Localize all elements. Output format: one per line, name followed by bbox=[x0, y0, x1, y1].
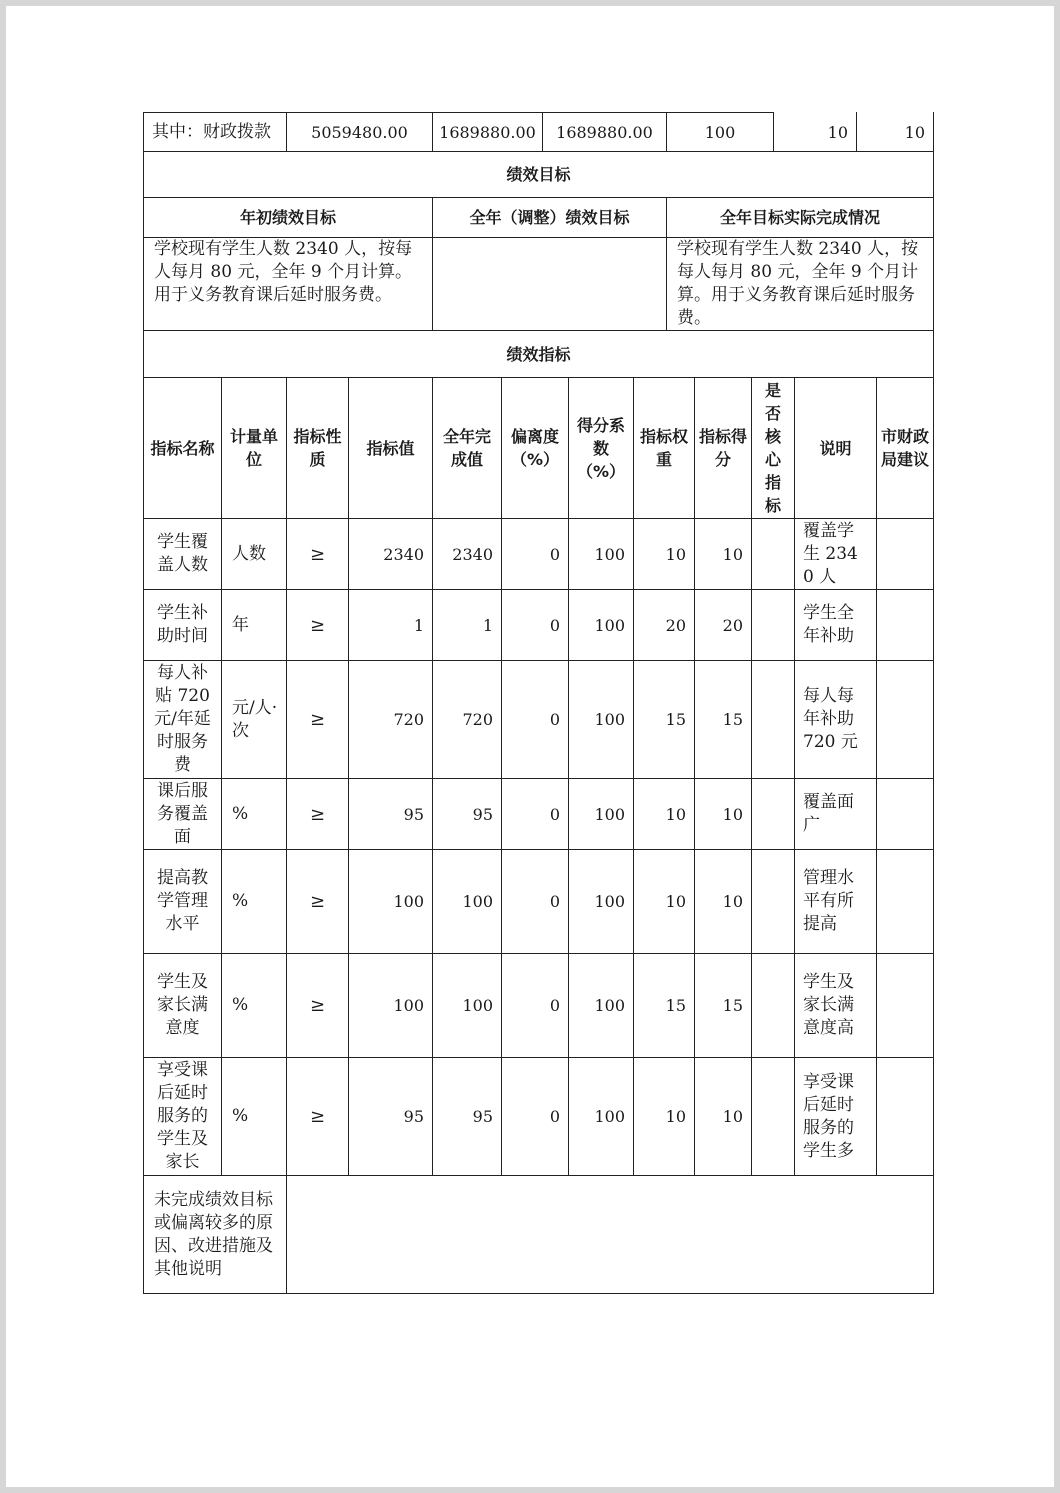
indicator-nature bbox=[287, 661, 348, 778]
indicator-weight-text: 10 bbox=[665, 1107, 686, 1126]
indicator-actual-text: 2340 bbox=[452, 544, 493, 564]
table-border bbox=[933, 330, 934, 378]
indicator-score bbox=[695, 850, 751, 953]
header-indicator-name-text: 指标名称 bbox=[150, 438, 215, 458]
header-indicator-name bbox=[144, 378, 221, 518]
indicator-coef-text: 100 bbox=[594, 996, 625, 1015]
indicators-section-title-text: 绩效指标 bbox=[506, 344, 571, 364]
indicator-weight bbox=[634, 850, 694, 953]
indicator-unit-text: % bbox=[232, 891, 249, 911]
indicator-note bbox=[795, 850, 876, 953]
indicator-core bbox=[752, 661, 794, 778]
indicator-coef bbox=[569, 661, 633, 778]
indicator-deviation bbox=[502, 661, 568, 778]
indicator-advice bbox=[877, 779, 933, 849]
indicator-name bbox=[144, 519, 221, 589]
indicator-note bbox=[795, 590, 876, 660]
indicator-advice bbox=[877, 590, 933, 660]
indicator-note-text: 享受课后延时服务的学生多 bbox=[803, 1071, 854, 1161]
header-weight-text: 指标权重 bbox=[639, 427, 688, 469]
indicator-deviation bbox=[502, 850, 568, 953]
indicator-weight bbox=[634, 1058, 694, 1175]
indicator-note-text: 管理水平有所提高 bbox=[803, 868, 854, 934]
indicator-unit-text: 年 bbox=[232, 614, 249, 635]
header-nature bbox=[287, 378, 348, 518]
indicator-nature bbox=[287, 850, 348, 953]
indicator-deviation bbox=[502, 590, 568, 660]
indicator-weight bbox=[634, 954, 694, 1057]
indicator-coef-text: 100 bbox=[594, 1107, 625, 1126]
indicator-nature-text: ≥ bbox=[309, 543, 326, 565]
indicator-deviation-text: 0 bbox=[549, 1107, 560, 1126]
indicator-score-text: 10 bbox=[722, 544, 743, 564]
indicator-target-text: 1 bbox=[413, 615, 424, 635]
funding-budget bbox=[287, 113, 432, 151]
header-actual-text: 全年完成值 bbox=[442, 427, 491, 469]
indicator-name-text: 课后服务覆盖面 bbox=[157, 780, 208, 847]
funding-weight bbox=[774, 113, 856, 151]
performance-table bbox=[6, 6, 1054, 1487]
header-coefficient-text: 得分系数（%） bbox=[576, 415, 626, 481]
indicator-nature-text: ≥ bbox=[309, 891, 326, 912]
actual-goal-header-text: 全年目标实际完成情况 bbox=[719, 208, 880, 227]
indicator-nature-text: ≥ bbox=[309, 614, 326, 636]
indicator-deviation-text: 0 bbox=[549, 615, 560, 635]
indicator-note-text: 学生全年补助 bbox=[803, 603, 854, 646]
indicator-target bbox=[349, 954, 432, 1057]
indicator-name-text: 学生补助时间 bbox=[157, 603, 208, 646]
initial-goal-text-text: 学校现有学生人数 2340 人，按每人每月 80 元，全年 9 个月计算。用于义务教育课后延时服务费。 bbox=[154, 239, 413, 305]
remarks-text bbox=[287, 1176, 933, 1293]
indicator-unit bbox=[222, 779, 286, 849]
indicator-core bbox=[752, 590, 794, 660]
header-score-text: 指标得分 bbox=[699, 427, 748, 469]
header-core bbox=[752, 378, 794, 518]
indicator-coef-text: 100 bbox=[594, 544, 625, 564]
goals-section-title bbox=[144, 152, 933, 197]
initial-goal-text bbox=[144, 238, 432, 330]
indicator-deviation bbox=[502, 779, 568, 849]
indicator-name-text: 学生及家长满意度 bbox=[157, 972, 208, 1038]
header-target bbox=[349, 378, 432, 518]
indicator-unit bbox=[222, 590, 286, 660]
indicator-unit-text: % bbox=[232, 995, 249, 1015]
indicator-actual bbox=[433, 590, 501, 660]
indicator-score bbox=[695, 779, 751, 849]
funding-adjusted bbox=[433, 113, 542, 151]
indicator-coef bbox=[569, 590, 633, 660]
indicator-name bbox=[144, 1058, 221, 1175]
indicator-unit-text: % bbox=[232, 803, 249, 824]
indicator-name-text: 享受课后延时服务的学生及家长 bbox=[157, 1060, 208, 1172]
table-border bbox=[933, 151, 934, 331]
indicator-score bbox=[695, 1058, 751, 1175]
funding-weight-text: 10 bbox=[827, 122, 848, 142]
indicator-coef-text: 100 bbox=[594, 804, 625, 824]
indicator-coef bbox=[569, 850, 633, 953]
indicator-deviation-text: 0 bbox=[549, 892, 560, 911]
indicator-actual bbox=[433, 1058, 501, 1175]
header-note-text: 说明 bbox=[819, 438, 852, 458]
initial-goal-header-text: 年初绩效目标 bbox=[239, 208, 336, 227]
indicator-weight bbox=[634, 590, 694, 660]
header-nature-text: 指标性质 bbox=[293, 427, 342, 469]
indicator-weight-text: 10 bbox=[665, 892, 686, 911]
indicator-note-text: 学生及家长满意度高 bbox=[803, 972, 854, 1038]
indicator-actual bbox=[433, 779, 501, 849]
indicator-unit-text: % bbox=[232, 1106, 249, 1126]
indicator-nature bbox=[287, 779, 348, 849]
funding-rate bbox=[667, 113, 773, 151]
indicator-nature-text: ≥ bbox=[309, 995, 326, 1016]
indicators-section-title bbox=[144, 331, 933, 377]
header-coefficient bbox=[569, 378, 633, 518]
indicator-score-text: 20 bbox=[722, 615, 743, 635]
indicator-weight-text: 20 bbox=[665, 615, 686, 635]
indicator-weight-text: 10 bbox=[665, 804, 686, 824]
indicator-deviation-text: 0 bbox=[549, 544, 560, 564]
indicator-coef bbox=[569, 519, 633, 589]
indicator-advice bbox=[877, 1058, 933, 1175]
remarks-label bbox=[144, 1176, 286, 1293]
indicator-name bbox=[144, 954, 221, 1057]
indicator-unit bbox=[222, 519, 286, 589]
indicator-actual bbox=[433, 954, 501, 1057]
adjusted-goal-header bbox=[433, 198, 666, 237]
indicator-nature bbox=[287, 519, 348, 589]
indicator-weight-text: 10 bbox=[665, 544, 686, 564]
indicator-target-text: 95 bbox=[403, 804, 424, 824]
initial-goal-header bbox=[144, 198, 432, 237]
document-page bbox=[6, 6, 1054, 1487]
indicator-score bbox=[695, 519, 751, 589]
indicator-actual-text: 95 bbox=[472, 804, 493, 824]
indicator-note bbox=[795, 519, 876, 589]
indicator-target-text: 2340 bbox=[383, 544, 424, 564]
indicator-target bbox=[349, 661, 432, 778]
indicator-deviation bbox=[502, 519, 568, 589]
indicator-weight bbox=[634, 661, 694, 778]
actual-goal-text bbox=[667, 238, 933, 330]
indicator-name-text: 每人补贴 720 元/年延时服务费 bbox=[154, 663, 211, 775]
indicator-actual bbox=[433, 850, 501, 953]
indicator-nature bbox=[287, 954, 348, 1057]
indicator-score bbox=[695, 954, 751, 1057]
indicator-deviation-text: 0 bbox=[549, 996, 560, 1015]
funding-budget-text: 5059480.00 bbox=[311, 122, 408, 142]
header-actual bbox=[433, 378, 501, 518]
indicator-actual-text: 1 bbox=[482, 615, 493, 635]
actual-goal-text-text: 学校现有学生人数 2340 人，按每人每月 80 元，全年 9 个月计算。用于义务教育课后延时服务费。 bbox=[677, 239, 919, 328]
funding-rate-text: 100 bbox=[704, 122, 736, 142]
header-deviation-text: 偏离度（%） bbox=[510, 427, 560, 469]
table-border bbox=[933, 112, 934, 152]
indicator-actual-text: 95 bbox=[472, 1107, 493, 1126]
header-weight bbox=[634, 378, 694, 518]
indicator-advice bbox=[877, 850, 933, 953]
indicator-score bbox=[695, 590, 751, 660]
adjusted-goal-header-text: 全年（调整）绩效目标 bbox=[469, 208, 630, 227]
indicator-coef-text: 100 bbox=[594, 710, 625, 729]
funding-label-text: 其中：财政拨款 bbox=[152, 121, 271, 142]
indicator-coef bbox=[569, 779, 633, 849]
indicator-core bbox=[752, 954, 794, 1057]
header-unit bbox=[222, 378, 286, 518]
goals-section-title-text: 绩效目标 bbox=[506, 165, 571, 184]
indicator-name bbox=[144, 661, 221, 778]
indicator-core bbox=[752, 779, 794, 849]
indicator-score-text: 10 bbox=[722, 892, 743, 911]
indicator-unit bbox=[222, 850, 286, 953]
indicator-name-text: 提高教学管理水平 bbox=[157, 868, 208, 934]
indicator-target bbox=[349, 850, 432, 953]
indicator-weight-text: 15 bbox=[665, 996, 686, 1015]
indicator-note-text: 覆盖学生 2340 人 bbox=[803, 520, 858, 587]
indicator-weight bbox=[634, 519, 694, 589]
indicator-name bbox=[144, 779, 221, 849]
indicator-actual bbox=[433, 519, 501, 589]
adjusted-goal-text bbox=[433, 238, 666, 330]
indicator-target-text: 100 bbox=[393, 892, 424, 911]
indicator-score-text: 15 bbox=[722, 710, 743, 729]
indicator-target bbox=[349, 779, 432, 849]
indicator-coef bbox=[569, 954, 633, 1057]
indicator-target bbox=[349, 590, 432, 660]
indicator-score bbox=[695, 661, 751, 778]
indicator-target-text: 720 bbox=[393, 710, 424, 729]
indicator-name bbox=[144, 590, 221, 660]
actual-goal-header bbox=[667, 198, 933, 237]
indicator-advice bbox=[877, 954, 933, 1057]
indicator-nature bbox=[287, 1058, 348, 1175]
indicator-target bbox=[349, 519, 432, 589]
indicator-nature-text: ≥ bbox=[309, 709, 326, 730]
indicator-unit-text: 人数 bbox=[232, 543, 266, 564]
header-advice-text: 市财政局建议 bbox=[881, 427, 930, 469]
indicator-actual-text: 100 bbox=[462, 996, 493, 1015]
header-unit-text: 计量单位 bbox=[229, 427, 278, 469]
funding-executed bbox=[543, 113, 666, 151]
indicator-note bbox=[795, 954, 876, 1057]
table-border bbox=[143, 1293, 934, 1294]
indicator-weight bbox=[634, 779, 694, 849]
indicator-deviation-text: 0 bbox=[549, 710, 560, 729]
indicator-actual-text: 100 bbox=[462, 892, 493, 911]
indicator-deviation-text: 0 bbox=[549, 804, 560, 824]
indicator-unit bbox=[222, 954, 286, 1057]
indicator-unit bbox=[222, 1058, 286, 1175]
indicator-core bbox=[752, 1058, 794, 1175]
indicator-note-text: 每人每年补助 720 元 bbox=[803, 686, 858, 752]
indicator-coef-text: 100 bbox=[594, 615, 625, 635]
indicator-deviation bbox=[502, 1058, 568, 1175]
indicator-actual bbox=[433, 661, 501, 778]
funding-label bbox=[144, 113, 286, 151]
indicator-name bbox=[144, 850, 221, 953]
indicator-nature bbox=[287, 590, 348, 660]
header-note bbox=[795, 378, 876, 518]
indicator-nature-text: ≥ bbox=[309, 1106, 326, 1127]
indicator-coef bbox=[569, 1058, 633, 1175]
table-border bbox=[933, 377, 934, 1176]
table-border bbox=[933, 1175, 934, 1294]
indicator-deviation bbox=[502, 954, 568, 1057]
indicator-note-text: 覆盖面广 bbox=[803, 792, 854, 835]
indicator-score-text: 10 bbox=[722, 804, 743, 824]
indicator-weight-text: 15 bbox=[665, 710, 686, 729]
indicator-score-text: 15 bbox=[722, 996, 743, 1015]
indicator-nature-text: ≥ bbox=[309, 803, 326, 825]
indicator-unit bbox=[222, 661, 286, 778]
indicator-coef-text: 100 bbox=[594, 892, 625, 911]
indicator-unit-text: 元/人·次 bbox=[232, 697, 278, 741]
indicator-actual-text: 720 bbox=[462, 710, 493, 729]
header-advice bbox=[877, 378, 933, 518]
header-score bbox=[695, 378, 751, 518]
indicator-target-text: 100 bbox=[393, 996, 424, 1015]
indicator-core bbox=[752, 519, 794, 589]
header-deviation bbox=[502, 378, 568, 518]
indicator-score-text: 10 bbox=[722, 1107, 743, 1126]
indicator-core bbox=[752, 850, 794, 953]
header-target-text: 指标值 bbox=[366, 438, 415, 458]
indicator-name-text: 学生覆盖人数 bbox=[157, 532, 208, 575]
header-core-text: 是否核心指标 bbox=[764, 381, 781, 515]
funding-executed-text: 1689880.00 bbox=[556, 122, 653, 142]
funding-score-text: 10 bbox=[904, 122, 925, 142]
indicator-note bbox=[795, 661, 876, 778]
indicator-target bbox=[349, 1058, 432, 1175]
indicator-note bbox=[795, 1058, 876, 1175]
funding-score bbox=[857, 113, 933, 151]
indicator-target-text: 95 bbox=[403, 1107, 424, 1126]
indicator-note bbox=[795, 779, 876, 849]
remarks-label-text: 未完成绩效目标或偏离较多的原因、改进措施及其他说明 bbox=[154, 1189, 273, 1279]
indicator-advice bbox=[877, 661, 933, 778]
indicator-advice bbox=[877, 519, 933, 589]
funding-adjusted-text: 1689880.00 bbox=[439, 122, 536, 142]
